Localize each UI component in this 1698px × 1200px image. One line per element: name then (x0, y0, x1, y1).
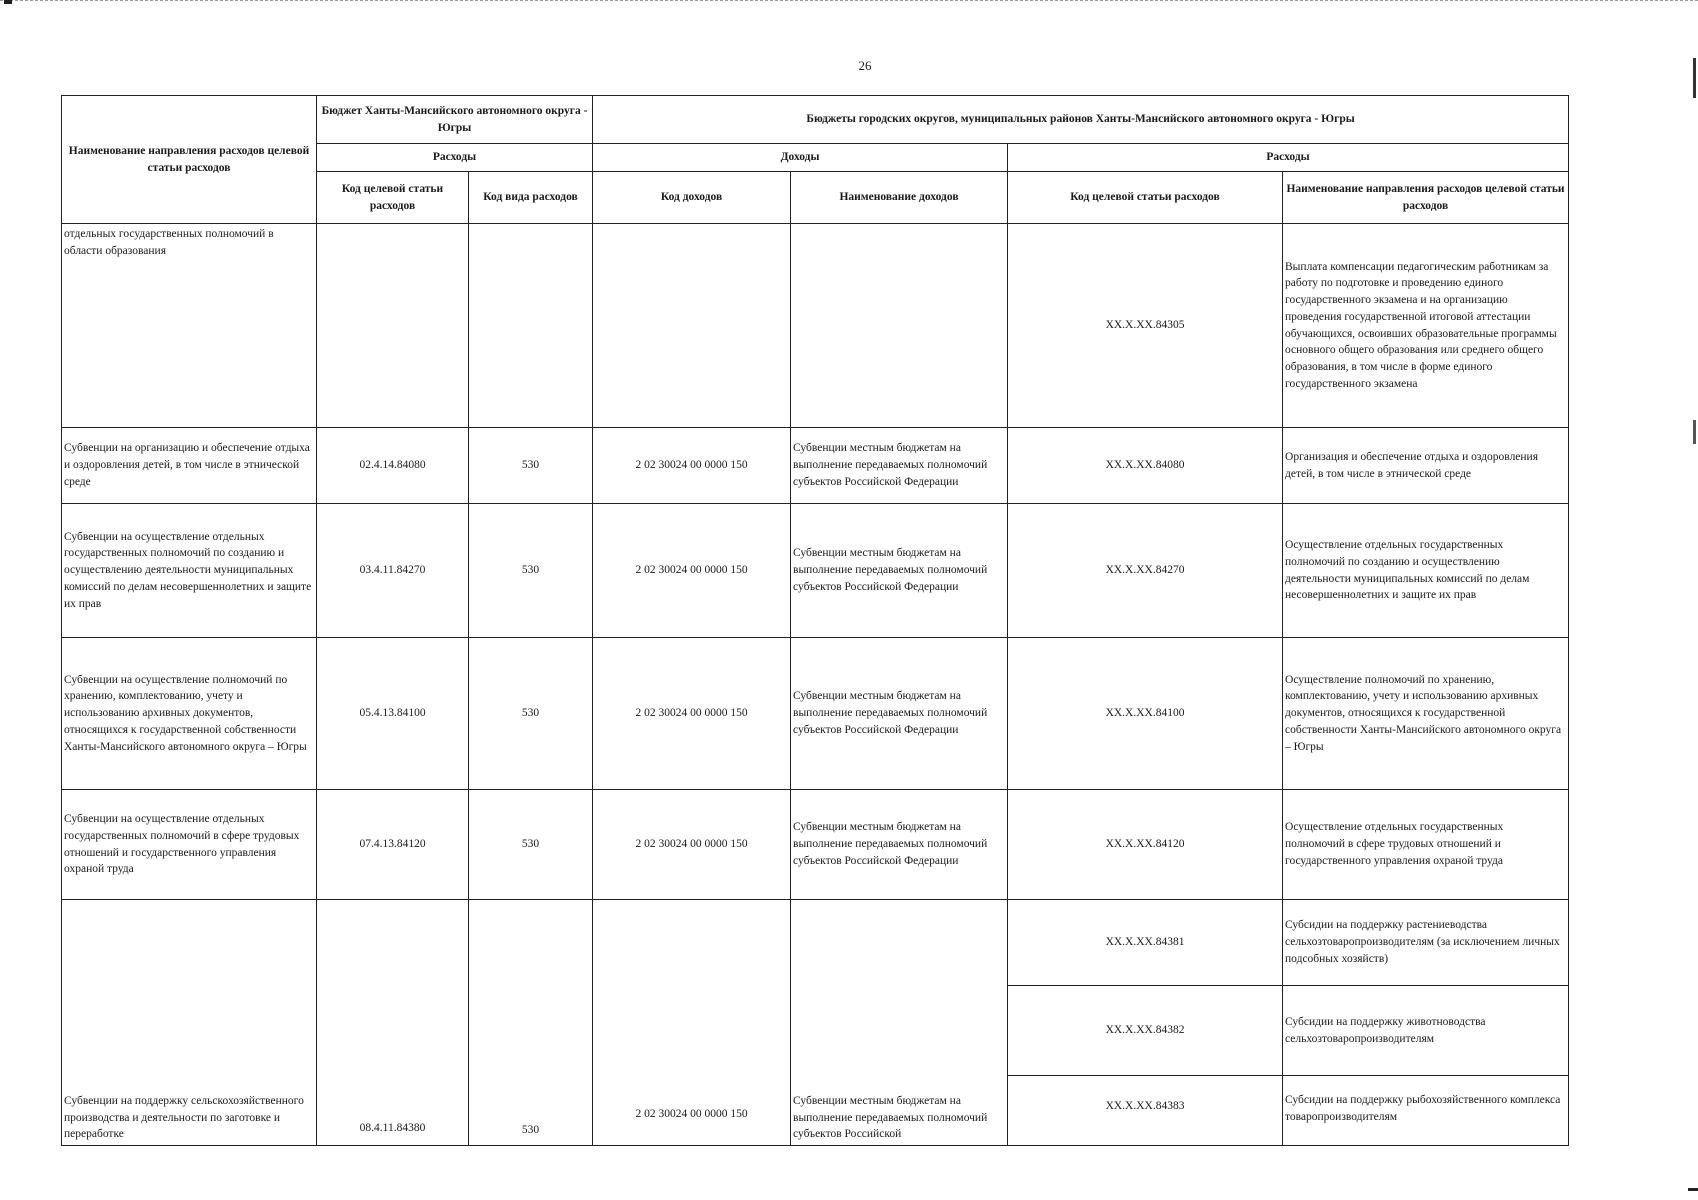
scan-mark (1693, 420, 1696, 444)
row-municipal-name: Осуществление отдельных государственных полномочий по созданию и осуществлению деятельности муниципальных комиссий по делам несовершеннолетних и защите их прав (1283, 504, 1569, 638)
row-income-name: Субвенции местным бюджетам на выполнение передаваемых полномочий субъектов Российской (791, 900, 1008, 1146)
row-municipal-name: Субсидии на поддержку рыбохозяйственного комплекса товаропроизводителям (1283, 1076, 1569, 1146)
row-expense-name: Субвенции на осуществление полномочий по хранению, комплектованию, учету и использованию архивных документов, относящихся к государственной собственности Ханты-Мансийского автономного округа – Югры (62, 638, 317, 790)
row-expense-name: Субвенции на организацию и обеспечение отдыха и оздоровления детей, в том числе в этнической среде (62, 428, 317, 504)
row-expense-name: отдельных государственных полномочий в области образования (62, 224, 317, 428)
table-row (62, 638, 1569, 790)
row-income-code: 2 02 30024 00 0000 150 (593, 428, 791, 504)
row-target-code: 05.4.13.84100 (317, 638, 469, 790)
row-municipal-code: XX.X.XX.84383 (1008, 1076, 1283, 1146)
row-income-name: Субвенции местным бюджетам на выполнение передаваемых полномочий субъектов Российской Федерации (791, 428, 1008, 504)
row-target-code: 07.4.13.84120 (317, 790, 469, 900)
row-municipal-name: Организация и обеспечение отдыха и оздоровления детей, в том числе в этнической среде (1283, 428, 1569, 504)
row-target-code: 08.4.11.84380 (317, 900, 469, 1146)
budget-classification-table (61, 95, 1569, 1146)
row-municipal-name: Выплата компенсации педагогическим работникам за работу по подготовке и проведению единого государственного экзамена и на организацию проведения государственной итоговой аттестации обучающихся, освоивших образовательные программы основного общего образования или среднего общего образования, в том числе в форме единого государственного экзамена (1283, 224, 1569, 428)
row-income-code: 2 02 30024 00 0000 150 (593, 504, 791, 638)
row-municipal-code: XX.X.XX.84381 (1008, 900, 1283, 986)
header-income-name: Наименование доходов (791, 172, 1008, 224)
row-municipal-code: XX.X.XX.84120 (1008, 790, 1283, 900)
scan-edge-line (0, 0, 1698, 3)
row-municipal-name: Субсидии на поддержку растениеводства сельхозтоваропроизводителям (за исключением личных подсобных хозяйств) (1283, 900, 1569, 986)
row-municipal-code: XX.X.XX.84305 (1008, 224, 1283, 428)
row-expense-type: 530 (469, 900, 593, 1146)
row-municipal-code: XX.X.XX.84382 (1008, 986, 1283, 1076)
row-expense-type: 530 (469, 790, 593, 900)
header-income-code: Код доходов (593, 172, 791, 224)
row-target-code: 02.4.14.84080 (317, 428, 469, 504)
scan-mark (4, 0, 12, 4)
header-okrug-budget: Бюджет Ханты-Мансийского автономного округа - Югры (317, 96, 593, 144)
header-municipal-expenses: Расходы (1008, 144, 1569, 172)
table-row (62, 790, 1569, 900)
row-income-code: 2 02 30024 00 0000 150 (593, 638, 791, 790)
row-target-code: 03.4.11.84270 (317, 504, 469, 638)
row-municipal-name: Субсидии на поддержку животноводства сельхозтоваропроизводителям (1283, 986, 1569, 1076)
row-expense-name: Субвенции на осуществление отдельных государственных полномочий в сфере трудовых отношений и государственного управления охраной труда (62, 790, 317, 900)
row-expense-type: 530 (469, 428, 593, 504)
row-expense-type: 530 (469, 504, 593, 638)
row-municipal-code: XX.X.XX.84080 (1008, 428, 1283, 504)
header-municipal-income: Доходы (593, 144, 1008, 172)
row-income-name: Субвенции местным бюджетам на выполнение передаваемых полномочий субъектов Российской Федерации (791, 790, 1008, 900)
header-municipal-direction-name: Наименование направления расходов целевой статьи расходов (1283, 172, 1569, 224)
row-income-code: 2 02 30024 00 0000 150 (593, 790, 791, 900)
row-income-code (593, 224, 791, 428)
row-income-name: Субвенции местным бюджетам на выполнение передаваемых полномочий субъектов Российской Федерации (791, 504, 1008, 638)
row-municipal-name: Осуществление отдельных государственных полномочий в сфере трудовых отношений и государственного управления охраной труда (1283, 790, 1569, 900)
row-municipal-name: Осуществление полномочий по хранению, комплектованию, учету и использованию архивных документов, относящихся к государственной собственности Ханты-Мансийского автономного округа – Югры (1283, 638, 1569, 790)
row-expense-type (469, 224, 593, 428)
row-expense-type: 530 (469, 638, 593, 790)
row-municipal-code: XX.X.XX.84100 (1008, 638, 1283, 790)
table-row (62, 224, 1569, 428)
page-number: 26 (858, 58, 872, 73)
row-income-code: 2 02 30024 00 0000 150 (593, 900, 791, 1146)
header-expense-direction-name: Наименование направления расходов целевой статьи расходов (62, 96, 317, 224)
scan-mark (1688, 1188, 1698, 1191)
row-expense-name: Субвенции на осуществление отдельных государственных полномочий по созданию и осуществлению деятельности муниципальных комиссий по делам несовершеннолетних и защите их прав (62, 504, 317, 638)
header-municipal-target-code: Код целевой статьи расходов (1008, 172, 1283, 224)
row-income-name: Субвенции местным бюджетам на выполнение передаваемых полномочий субъектов Российской Федерации (791, 638, 1008, 790)
header-expense-type-code: Код вида расходов (469, 172, 593, 224)
row-target-code (317, 224, 469, 428)
header-okrug-expenses: Расходы (317, 144, 593, 172)
header-target-code: Код целевой статьи расходов (317, 172, 469, 224)
table-row (62, 428, 1569, 504)
row-income-name (791, 224, 1008, 428)
header-municipal-budgets: Бюджеты городских округов, муниципальных районов Ханты-Мансийского автономного округа - Югры (593, 96, 1569, 144)
table-row (62, 900, 1569, 986)
row-expense-name: Субвенции на поддержку сельскохозяйственного производства и деятельности по заготовке и переработке (62, 900, 317, 1146)
row-municipal-code: XX.X.XX.84270 (1008, 504, 1283, 638)
table-row (62, 504, 1569, 638)
